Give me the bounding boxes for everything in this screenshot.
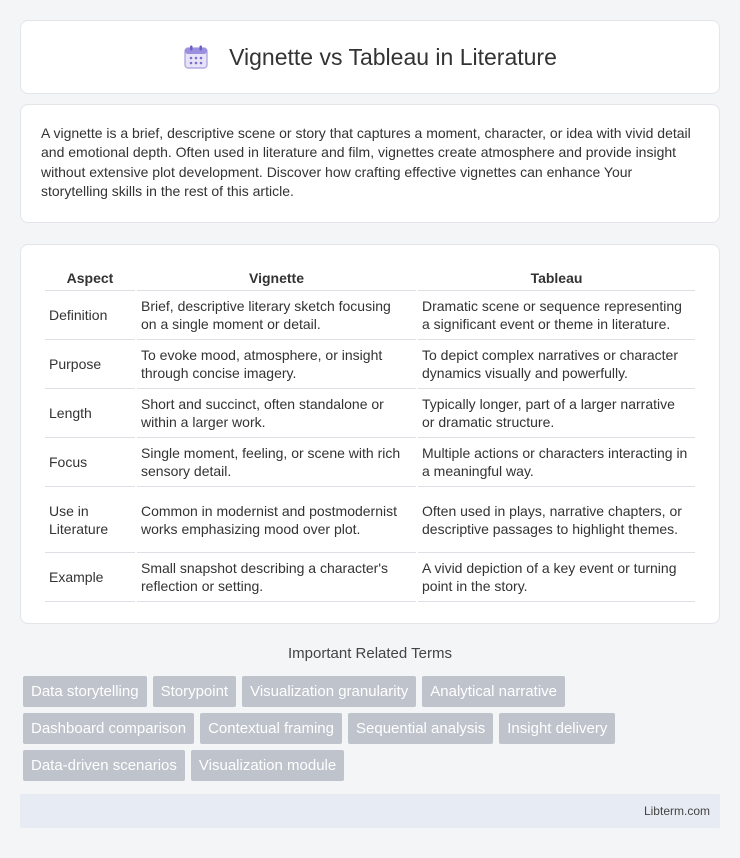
tag-row [23,676,723,707]
page-title: Vignette vs Tableau in Literature [229,43,557,70]
row-vignette: Short and succinct, often standalone or within a larger work. [137,389,416,438]
row-vignette: Common in modernist and postmodernist works emphasizing mood over plot. [137,487,416,553]
table-row [45,389,695,438]
row-tableau: Typically longer, part of a larger narrative or dramatic structure. [418,389,695,438]
header-inner [183,44,557,71]
related-term-tag[interactable]: Contextual framing [200,713,342,744]
table-row [45,291,695,340]
table-header-row [45,265,695,291]
column-header-aspect: Aspect [45,265,135,291]
row-aspect: Length [45,389,135,438]
related-term-tag[interactable]: Storypoint [153,676,237,707]
row-tableau: To depict complex narratives or character dynamics visually and powerfully. [418,340,695,389]
column-header-tableau: Tableau [418,265,695,291]
tag-row [23,713,723,744]
row-aspect: Use in Literature [45,487,135,553]
row-aspect: Focus [45,438,135,487]
row-aspect: Definition [45,291,135,340]
footer [20,794,720,828]
row-tableau: Multiple actions or characters interacting in a meaningful way. [418,438,695,487]
related-term-tag[interactable]: Data storytelling [23,676,147,707]
row-tableau: Often used in plays, narrative chapters, or descriptive passages to highlight themes. [418,487,695,553]
row-tableau: A vivid depiction of a key event or turning point in the story. [418,553,695,602]
related-term-tag[interactable]: Dashboard comparison [23,713,194,744]
row-vignette: To evoke mood, atmosphere, or insight through concise imagery. [137,340,416,389]
calendar-icon [183,44,209,70]
comparison-table [43,265,697,602]
related-terms-title: Important Related Terms [288,645,452,662]
row-aspect: Purpose [45,340,135,389]
row-aspect: Example [45,553,135,602]
comparison-table-card [20,244,720,624]
row-tableau: Dramatic scene or sequence representing a significant event or theme in literature. [418,291,695,340]
related-term-tag[interactable]: Visualization module [191,750,344,781]
intro-paragraph: A vignette is a brief, descriptive scene or story that captures a moment, character, or idea with vivid detail and emotional depth. Often used in literature and film, vignettes create atmosphere and provide insight without extensive plot development. Discover how crafting effective vignettes can enhance Your storytelling skills in the rest of this article. [41,125,691,199]
table-row [45,553,695,602]
row-vignette: Brief, descriptive literary sketch focusing on a single moment or detail. [137,291,416,340]
row-vignette: Small snapshot describing a character's reflection or setting. [137,553,416,602]
related-term-tag[interactable]: Data-driven scenarios [23,750,185,781]
intro-card [20,104,720,223]
footer-brand-link[interactable]: Libterm.com [643,804,710,818]
table-row [45,340,695,389]
header-card [20,20,720,94]
related-term-tag[interactable]: Sequential analysis [348,713,493,744]
related-term-tag[interactable]: Visualization granularity [242,676,416,707]
row-vignette: Single moment, feeling, or scene with rich sensory detail. [137,438,416,487]
table-row [45,438,695,487]
table-row [45,487,695,553]
related-terms-tags [23,676,723,787]
related-term-tag[interactable]: Analytical narrative [422,676,565,707]
related-term-tag[interactable]: Insight delivery [499,713,615,744]
tag-row [23,750,723,781]
column-header-vignette: Vignette [137,265,416,291]
